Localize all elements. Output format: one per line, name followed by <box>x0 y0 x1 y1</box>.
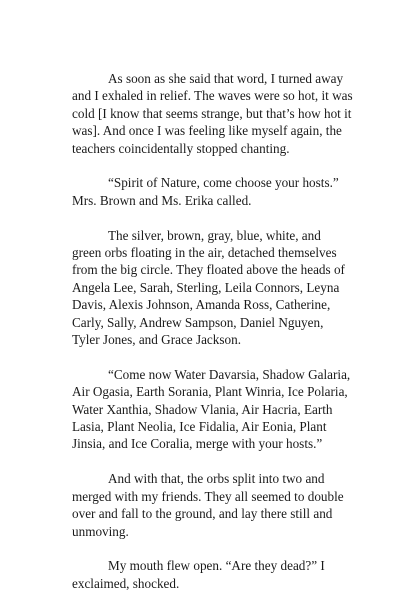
paragraph: And with that, the orbs split into two and merged with my friends. They all seemed to double over and fall to the ground, and lay there still and unmoving. <box>72 471 344 539</box>
paragraph: As soon as she said that word, I turned away and I exhaled in relief. The waves were so hot, it was cold [I know that seems strange, but that’s how hot it was]. And once I was feeling like myself again, the teachers coincidentally stopped chanting. <box>72 71 353 156</box>
paragraph: My mouth flew open. “Are they dead?” I exclaimed, shocked. <box>72 558 325 591</box>
paragraph: “Spirit of Nature, come choose your hosts.” Mrs. Brown and Ms. Erika called. <box>72 175 339 208</box>
paragraph: “Come now Water Davarsia, Shadow Galaria, Air Ogasia, Earth Sorania, Plant Winria, Ice Polaria, Water Xanthia, Shadow Vlania, Air Hacria, Earth Lasia, Plant Neolia, Ice Fidalia, Air Eonia, Plant Jinsia, and Ice Coralia, merge with your hosts.” <box>72 366 351 452</box>
body-text <box>72 70 353 610</box>
paragraph: The silver, brown, gray, blue, white, and green orbs floating in the air, detached themselves from the big circle. They floated above the heads of Angela Lee, Sarah, Sterling, Leila Connors, Leyna Davis, Alexis Johnson, Amanda Ross, Catherine, Carly, Sally, Andrew Sampson, Daniel Nguyen, Tyler Jones, and Grace Jackson. <box>72 227 345 348</box>
